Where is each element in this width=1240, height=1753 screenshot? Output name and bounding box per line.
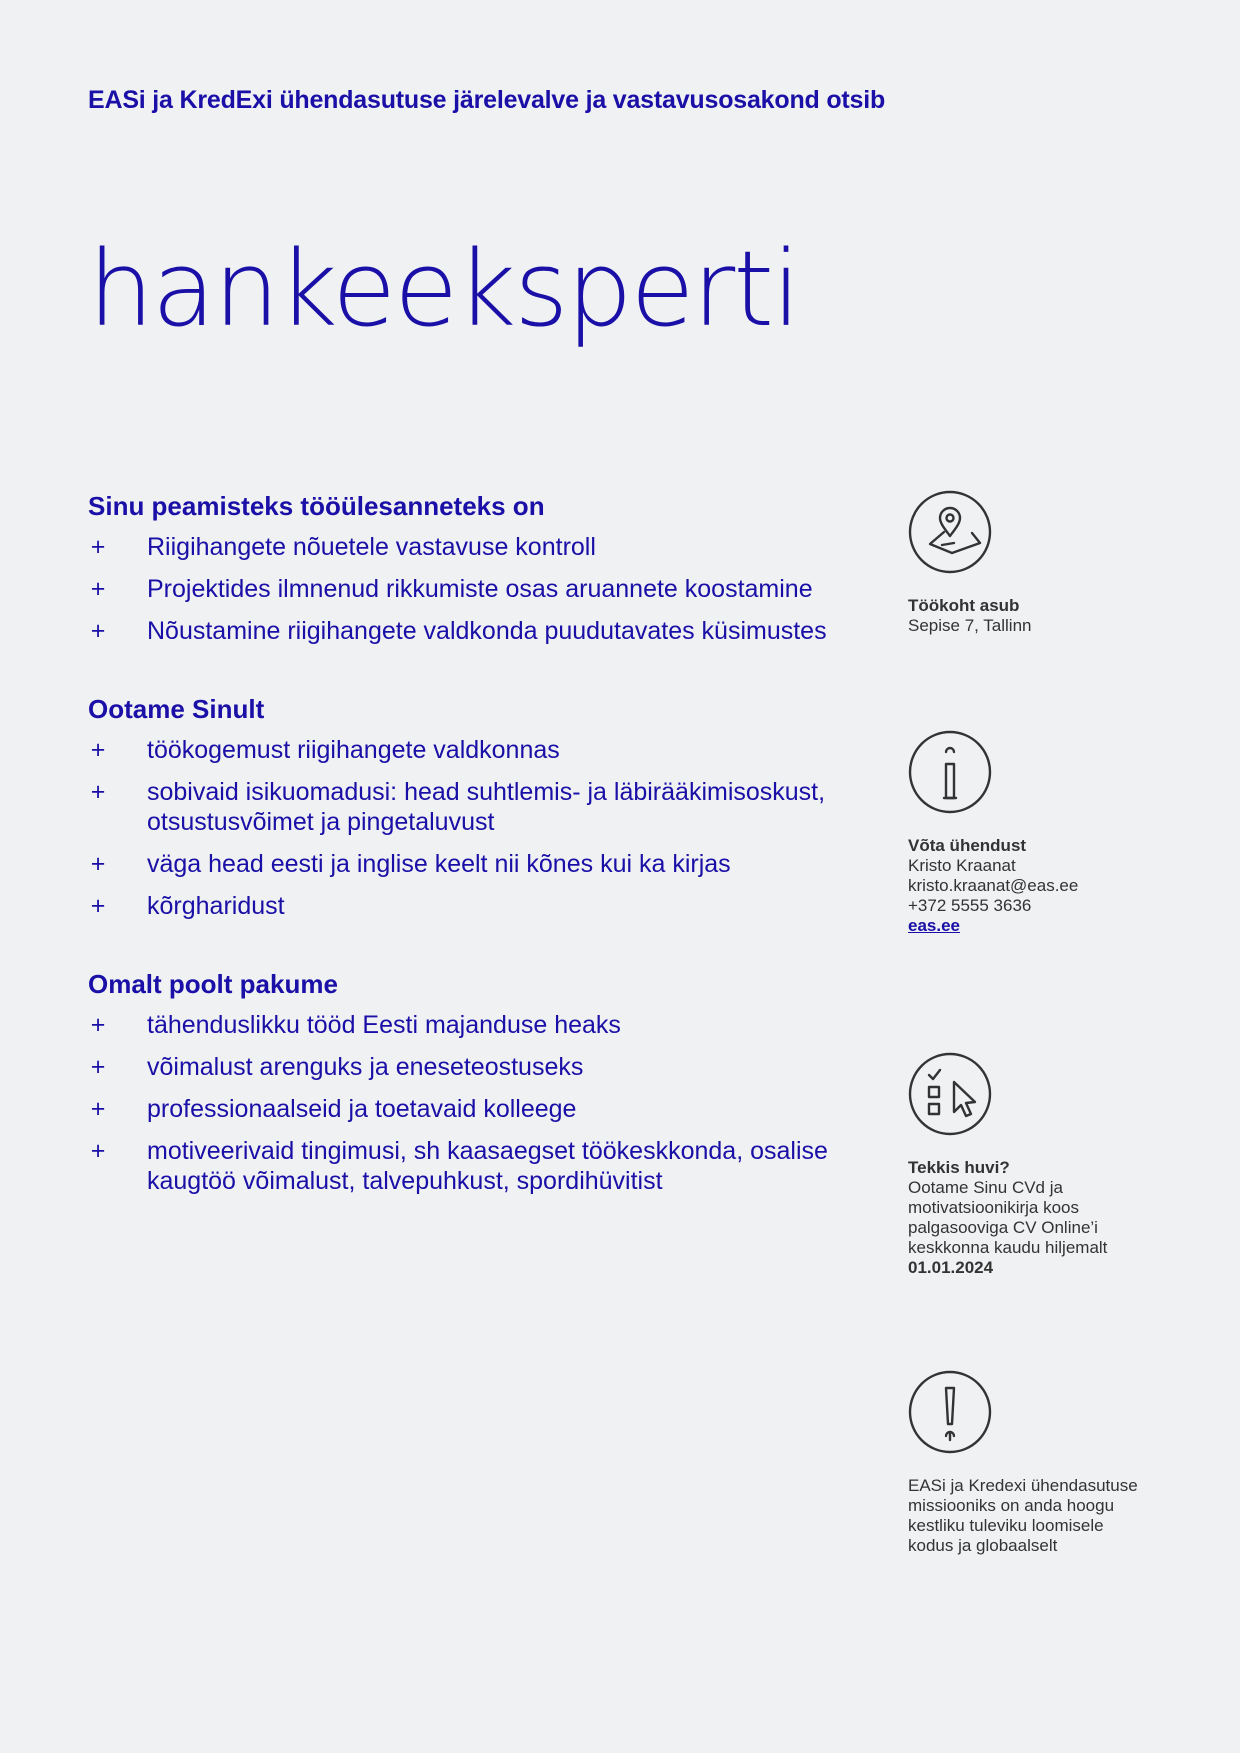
mission-line: kestliku tuleviku loomisele [908, 1516, 1104, 1535]
contact-block [908, 730, 1198, 936]
apply-line: keskkonna kaudu hiljemalt [908, 1238, 1108, 1257]
contact-title: Võta ühendust [908, 836, 1027, 855]
list-item [88, 1136, 878, 1196]
list-item-text: Projektides ilmnenud rikkumiste osas aruannete koostamine [147, 575, 813, 603]
main-content [88, 488, 878, 1241]
apply-block [908, 1052, 1198, 1278]
list-item-text: väga head eesti ja inglise keelt nii kõnes kui ka kirjas [147, 850, 731, 878]
section-title: Sinu peamisteks tööülesanneteks on [88, 491, 545, 521]
plus-icon: + [90, 1137, 106, 1165]
location-address: Sepise 7, Tallinn [908, 616, 1032, 635]
info-icon [908, 730, 992, 814]
list-item-text: võimalust arenguks ja eneseteostuseks [147, 1053, 584, 1081]
contact-phone[interactable]: +372 5555 3636 [908, 896, 1032, 915]
bullet-list [88, 1010, 878, 1196]
plus-icon: + [90, 778, 106, 806]
plus-icon: + [90, 850, 106, 878]
plus-icon: + [90, 617, 106, 645]
contact-text [908, 836, 1198, 936]
mission-text [908, 1476, 1198, 1556]
contact-email[interactable]: kristo.kraanat@eas.ee [908, 876, 1079, 895]
section-title: Omalt poolt pakume [88, 969, 338, 999]
list-item-text: tähenduslikku tööd Eesti majanduse heaks [147, 1011, 621, 1039]
apply-line: motivatsioonikirja koos [908, 1198, 1080, 1217]
list-item [88, 849, 878, 879]
list-item-text: motiveerivaid tingimusi, sh kaasaegset töökeskkonda, osalise kaugtöö võimalust, talvepuhkust, spordihüvitist [147, 1137, 828, 1195]
plus-icon: + [90, 1011, 106, 1039]
location-title: Töökoht asub [908, 596, 1020, 615]
website-link[interactable]: eas.ee [908, 916, 960, 935]
list-item [88, 735, 878, 765]
section-offer [88, 966, 878, 1196]
exclamation-icon [908, 1370, 992, 1454]
contact-name: Kristo Kraanat [908, 856, 1016, 875]
section-requirements [88, 691, 878, 921]
plus-icon: + [90, 1095, 106, 1123]
list-item-text: töökogemust riigihangete valdkonnas [147, 736, 560, 764]
checklist-cursor-icon [908, 1052, 992, 1136]
list-item-text: Riigihangete nõuetele vastavuse kontroll [147, 533, 596, 561]
plus-icon: + [90, 575, 106, 603]
bullet-list [88, 735, 878, 921]
plus-icon: + [90, 892, 106, 920]
section-title: Ootame Sinult [88, 694, 265, 724]
location-text [908, 596, 1198, 636]
apply-deadline: 01.01.2024 [908, 1258, 994, 1277]
list-item-text: kõrgharidust [147, 892, 285, 920]
list-item [88, 574, 878, 604]
apply-line: palgasooviga CV Online’i [908, 1218, 1098, 1237]
plus-icon: + [90, 736, 106, 764]
section-tasks [88, 488, 878, 646]
apply-title: Tekkis huvi? [908, 1158, 1010, 1177]
apply-line: Ootame Sinu CVd ja [908, 1178, 1063, 1197]
job-title: hankeeksperti [88, 228, 799, 350]
list-item-text: professionaalseid ja toetavaid kolleege [147, 1095, 577, 1123]
mission-line: kodus ja globaalselt [908, 1536, 1058, 1555]
list-item [88, 616, 878, 646]
mission-line: missiooniks on anda hoogu [908, 1496, 1115, 1515]
list-item [88, 891, 878, 921]
location-block [908, 490, 1198, 636]
plus-icon: + [90, 533, 106, 561]
apply-text [908, 1158, 1198, 1278]
page-kicker: EASi ja KredExi ühendasutuse järelevalve ja vastavusosakond otsib [88, 86, 886, 114]
location-pin-map-icon [908, 490, 992, 574]
list-item [88, 777, 878, 837]
list-item-text: Nõustamine riigihangete valdkonda puudutavates küsimustes [147, 617, 827, 645]
list-item [88, 532, 878, 562]
bullet-list [88, 532, 878, 646]
list-item [88, 1052, 878, 1082]
list-item [88, 1094, 878, 1124]
mission-block [908, 1370, 1198, 1556]
plus-icon: + [90, 1053, 106, 1081]
list-item-text: sobivaid isikuomadusi: head suhtlemis- ja läbirääkimisoskust, otsustusvõimet ja pingetaluvust [147, 778, 826, 836]
mission-line: EASi ja Kredexi ühendasutuse [908, 1476, 1138, 1495]
list-item [88, 1010, 878, 1040]
